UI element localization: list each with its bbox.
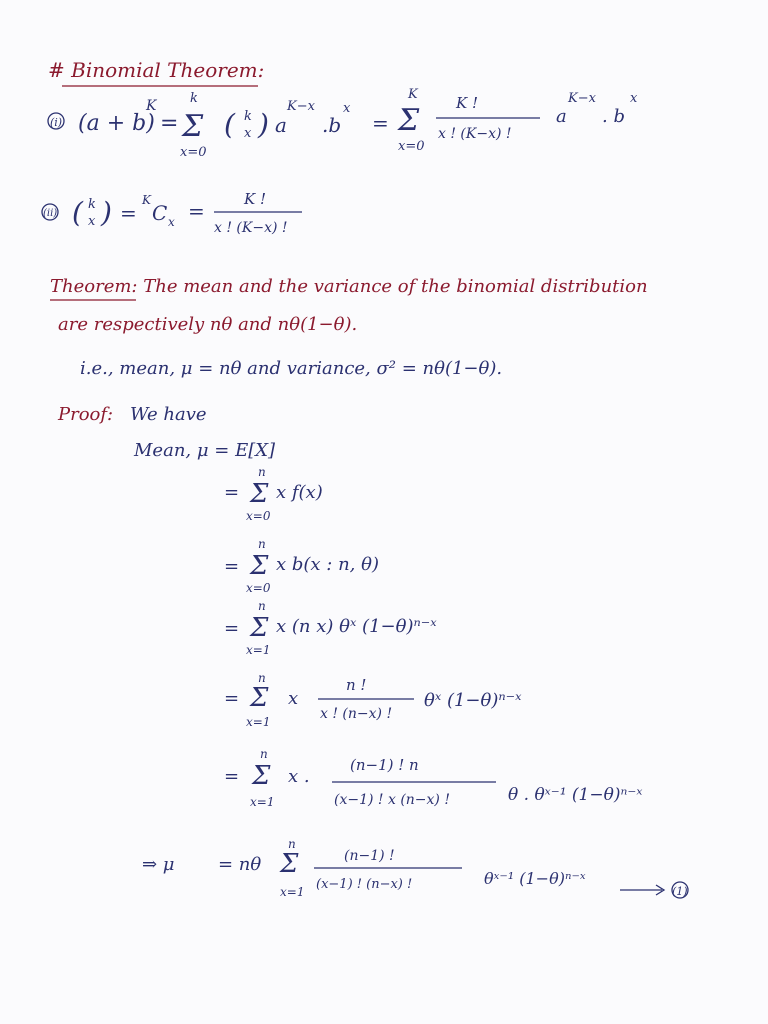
step1-sigma: Σ (250, 479, 269, 509)
step5-frac-num: (n−1) ! n (350, 756, 419, 774)
eq1-sum2-bottom: x=0 (398, 139, 425, 154)
eq1-tail-a: a (556, 106, 567, 127)
step4-pre: x (288, 688, 299, 709)
final-sigma: Σ (280, 849, 299, 879)
step3-sum-bottom: x=1 (246, 643, 271, 657)
proof-step-4 (224, 671, 522, 729)
step2-sigma: Σ (250, 551, 269, 581)
theorem-line-3: i.e., mean, μ = nθ and variance, σ² = nθ(1−θ). (80, 358, 503, 379)
proof-step-2 (224, 537, 379, 595)
step2-sum-bottom: x=0 (246, 581, 271, 595)
eq2-equals-2: = (188, 199, 205, 223)
proof-step-3 (224, 599, 437, 657)
step3-equals: = (224, 618, 240, 639)
eq1-term-b: .b (322, 113, 342, 137)
proof-intro: We have (130, 404, 207, 425)
eq1-binom-top: k (244, 109, 252, 124)
eq1-tail-a-power: K−x (568, 91, 596, 106)
step4-equals: = (224, 688, 240, 709)
eq2-kc-pre: K (142, 193, 151, 207)
eq2-frac-den: x ! (K−x) ! (214, 220, 288, 236)
eq1-sigma: Σ (182, 109, 204, 144)
step2-sum-top: n (258, 537, 266, 551)
step5-post: θ . θˣ⁻¹ (1−θ)ⁿ⁻ˣ (508, 785, 643, 805)
eq1-tail-b: . b (602, 106, 625, 127)
eq2-kc-sub: x (168, 215, 175, 229)
eq1-lhs: (a + b) (78, 111, 155, 136)
proof-step-5 (224, 747, 642, 809)
eq1-term-b-power: x (343, 101, 351, 116)
theorem-line-2: are respectively nθ and nθ(1−θ). (58, 314, 358, 335)
final-lhs: ⇒ μ (142, 854, 175, 875)
marker-1: (i) (50, 116, 63, 129)
eq1-term-a-power: K−x (287, 99, 315, 114)
eq2-paren-r: ) (101, 196, 112, 229)
step2-equals: = (224, 556, 240, 577)
step5-sum-bottom: x=1 (250, 795, 275, 809)
eq2-binom-bottom: x (88, 214, 96, 229)
step4-frac-num: n ! (346, 676, 367, 694)
eq1-term-a: a (275, 113, 287, 137)
step5-pre: x . (288, 766, 310, 787)
proof-label: Proof: (58, 404, 114, 425)
eq1-tail-b-power: x (630, 91, 638, 106)
step4-sum-bottom: x=1 (246, 715, 271, 729)
eq2-paren-l: ( (72, 196, 83, 229)
eq1-paren-r: ) (258, 108, 269, 141)
step4-sum-top: n (258, 671, 266, 685)
step4-frac-den: x ! (n−x) ! (320, 706, 393, 722)
step1-body: x f(x) (276, 482, 323, 503)
eq2-equals: = (120, 201, 137, 225)
eq1-equals: = (160, 111, 179, 136)
heading: # Binomial Theorem: (48, 58, 265, 82)
proof-final (142, 837, 688, 899)
theorem-label: Theorem: (50, 276, 138, 297)
eq1-frac-den: x ! (K−x) ! (438, 126, 512, 142)
eq1-sigma-2: Σ (398, 103, 420, 138)
eq2-binom-top: k (88, 197, 96, 212)
eq2-kc: C (152, 201, 168, 225)
step5-sigma: Σ (252, 761, 271, 791)
eq1-binom-bottom: x (244, 126, 252, 141)
step5-frac-den: (x−1) ! x (n−x) ! (334, 792, 450, 808)
eq1-sum-top: k (190, 91, 198, 106)
eq1-equals-2: = (372, 111, 389, 135)
eq1-lhs-power: K (146, 98, 157, 114)
eq2-frac-num: K ! (244, 190, 267, 208)
step1-equals: = (224, 482, 240, 503)
final-sum-top: n (288, 837, 296, 851)
step5-sum-top: n (260, 747, 268, 761)
eq1-sum2-top: K (408, 87, 418, 102)
final-frac-den: (x−1) ! (n−x) ! (316, 877, 413, 892)
step1-sum-bottom: x=0 (246, 509, 271, 523)
marker-2: (ii) (43, 208, 58, 219)
step3-sum-top: n (258, 599, 266, 613)
step3-sigma: Σ (250, 613, 269, 643)
step2-body: x b(x : n, θ) (276, 554, 379, 575)
final-sum-bottom: x=1 (280, 885, 305, 899)
final-ref: (1) (672, 885, 688, 898)
step5-equals: = (224, 766, 240, 787)
step4-sigma: Σ (250, 683, 269, 713)
step4-post: θˣ (1−θ)ⁿ⁻ˣ (424, 690, 522, 711)
theorem-line-1: The mean and the variance of the binomial distribution (143, 276, 648, 297)
final-coef: = nθ (218, 854, 262, 875)
step1-sum-top: n (258, 465, 266, 479)
final-post: θˣ⁻¹ (1−θ)ⁿ⁻ˣ (484, 869, 586, 888)
eq1-paren-l: ( (224, 108, 235, 141)
eq1-frac-num: K ! (456, 94, 479, 112)
step3-body: x (n x) θˣ (1−θ)ⁿ⁻ˣ (276, 616, 437, 637)
mean-line: Mean, μ = E[X] (134, 440, 276, 461)
eq1-sum-bottom: x=0 (180, 145, 207, 160)
final-frac-num: (n−1) ! (344, 848, 395, 864)
proof-step-1 (224, 465, 323, 523)
